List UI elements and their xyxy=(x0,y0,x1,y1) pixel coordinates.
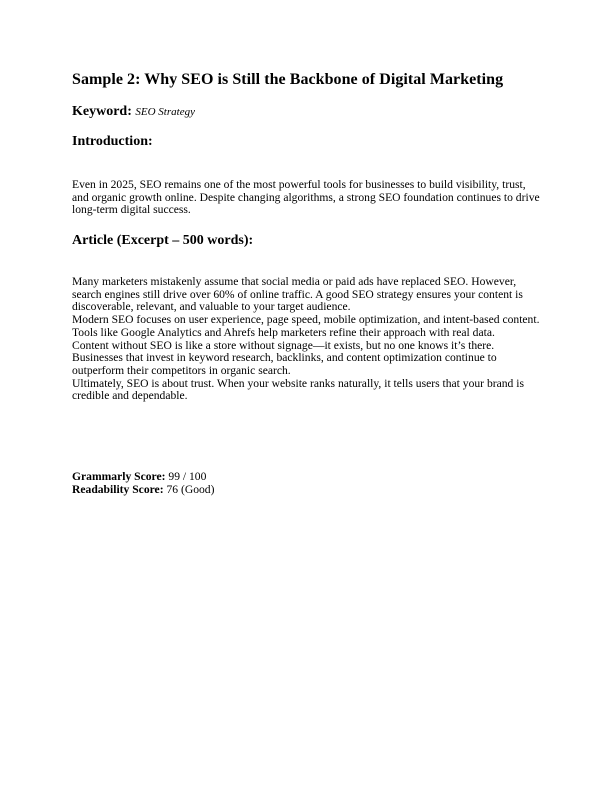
scores-section xyxy=(72,471,214,496)
keyword-label: Keyword: xyxy=(72,104,132,119)
readability-score-value: 76 (Good) xyxy=(166,482,215,496)
keyword-value: SEO Strategy xyxy=(135,106,195,118)
article-paragraph: Many marketers mistakenly assume that social media or paid ads have replaced SEO. However, search engines still drive over 60% of online traffic. A good SEO strategy ensures your content is discoverable, relevant, and valuable to your target audience. xyxy=(72,275,523,314)
article-body xyxy=(72,276,542,403)
keyword-line xyxy=(72,104,195,120)
document-title: Sample 2: Why SEO is Still the Backbone of Digital Marketing xyxy=(72,71,504,88)
article-paragraph: Modern SEO focuses on user experience, page speed, mobile optimization, and intent-based content. Tools like Google Analytics and Ahrefs help marketers refine their approach with real data. xyxy=(72,313,540,339)
grammarly-score-label: Grammarly Score: xyxy=(72,470,166,483)
readability-score-label: Readability Score: xyxy=(72,482,164,496)
grammarly-score-value: 99 / 100 xyxy=(168,470,207,483)
article-heading: Article (Excerpt – 500 words): xyxy=(72,233,254,248)
introduction-heading: Introduction: xyxy=(72,134,153,149)
introduction-body xyxy=(72,179,542,217)
article-paragraph: Ultimately, SEO is about trust. When your website ranks naturally, it tells users that your brand is credible and dependable. xyxy=(72,376,524,403)
introduction-paragraph: Even in 2025, SEO remains one of the most powerful tools for businesses to build visibility, trust, and organic growth online. Despite changing algorithms, a strong SEO foundation continues to drive long-term digital success. xyxy=(72,178,540,217)
readability-score xyxy=(72,484,214,497)
article-paragraph: Content without SEO is like a store without signage—it exists, but no one knows it’s there. Businesses that invest in keyword research, backlinks, and content optimization continue to outperform their competitors in organic search. xyxy=(72,338,497,377)
